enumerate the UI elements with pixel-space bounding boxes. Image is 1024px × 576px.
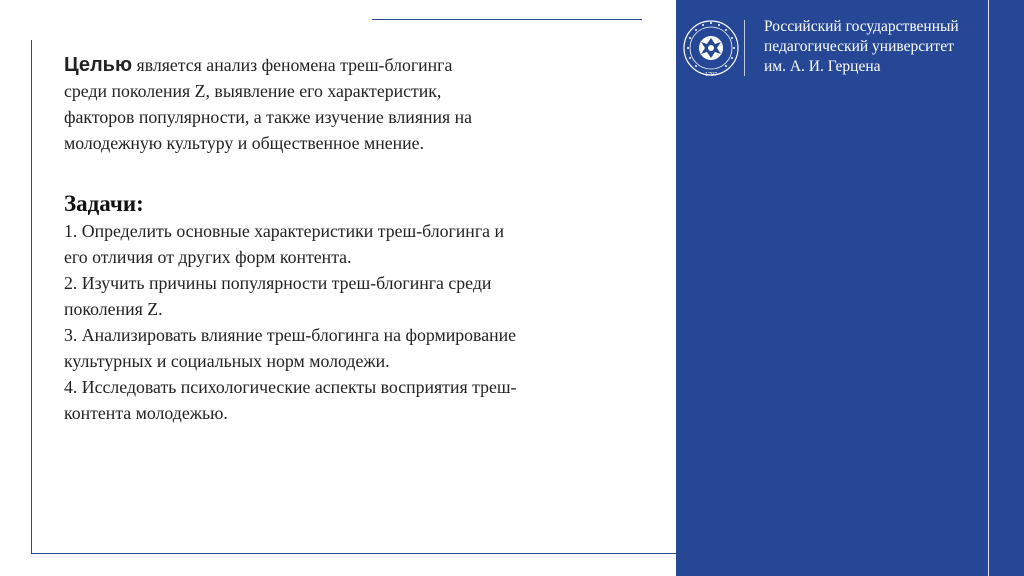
- tasks-list: [64, 218, 664, 426]
- university-panel: [676, 0, 1024, 576]
- tasks-heading: Задачи:: [64, 191, 144, 216]
- frame-left-line: [31, 40, 32, 554]
- task-line: поколения Z.: [64, 299, 163, 319]
- top-accent-line: [372, 19, 642, 20]
- goal-line: молодежную культуру и общественное мнение.: [64, 133, 425, 153]
- goal-lead-word: Целью: [64, 54, 133, 76]
- task-line: его отличия от других форм контента.: [64, 247, 352, 267]
- university-name-line: педагогический университет: [764, 38, 954, 55]
- logo-year: 1797: [705, 72, 717, 78]
- goal-line: среди поколения Z, выявление его характеристик,: [64, 81, 442, 101]
- task-item: [64, 322, 664, 374]
- goal-line: является анализ феномена треш-блогинга: [136, 55, 453, 75]
- university-name-line: им. А. И. Герцена: [764, 58, 881, 75]
- university-name-line: Российский государственный: [764, 18, 959, 35]
- task-line: 2. Изучить причины популярности треш-блогинга среди: [64, 273, 492, 293]
- frame-bottom-line: [31, 553, 676, 554]
- university-name: [764, 17, 984, 77]
- task-line: контента молодежью.: [64, 403, 228, 423]
- task-line: 3. Анализировать влияние треш-блогинга на формирование: [64, 325, 517, 345]
- university-seal-icon: [681, 14, 741, 82]
- task-line: культурных и социальных норм молодежи.: [64, 351, 390, 371]
- goal-line: факторов популярности, а также изучение влияния на: [64, 107, 473, 127]
- task-line: 4. Исследовать психологические аспекты восприятия треш-: [64, 377, 517, 397]
- task-item: [64, 374, 664, 426]
- panel-vertical-line: [988, 0, 989, 576]
- logo-divider: [744, 20, 745, 76]
- slide-content: [64, 52, 664, 426]
- goal-paragraph: [64, 52, 664, 156]
- task-line: 1. Определить основные характеристики треш-блогинга и: [64, 221, 504, 241]
- task-item: [64, 218, 664, 270]
- task-item: [64, 270, 664, 322]
